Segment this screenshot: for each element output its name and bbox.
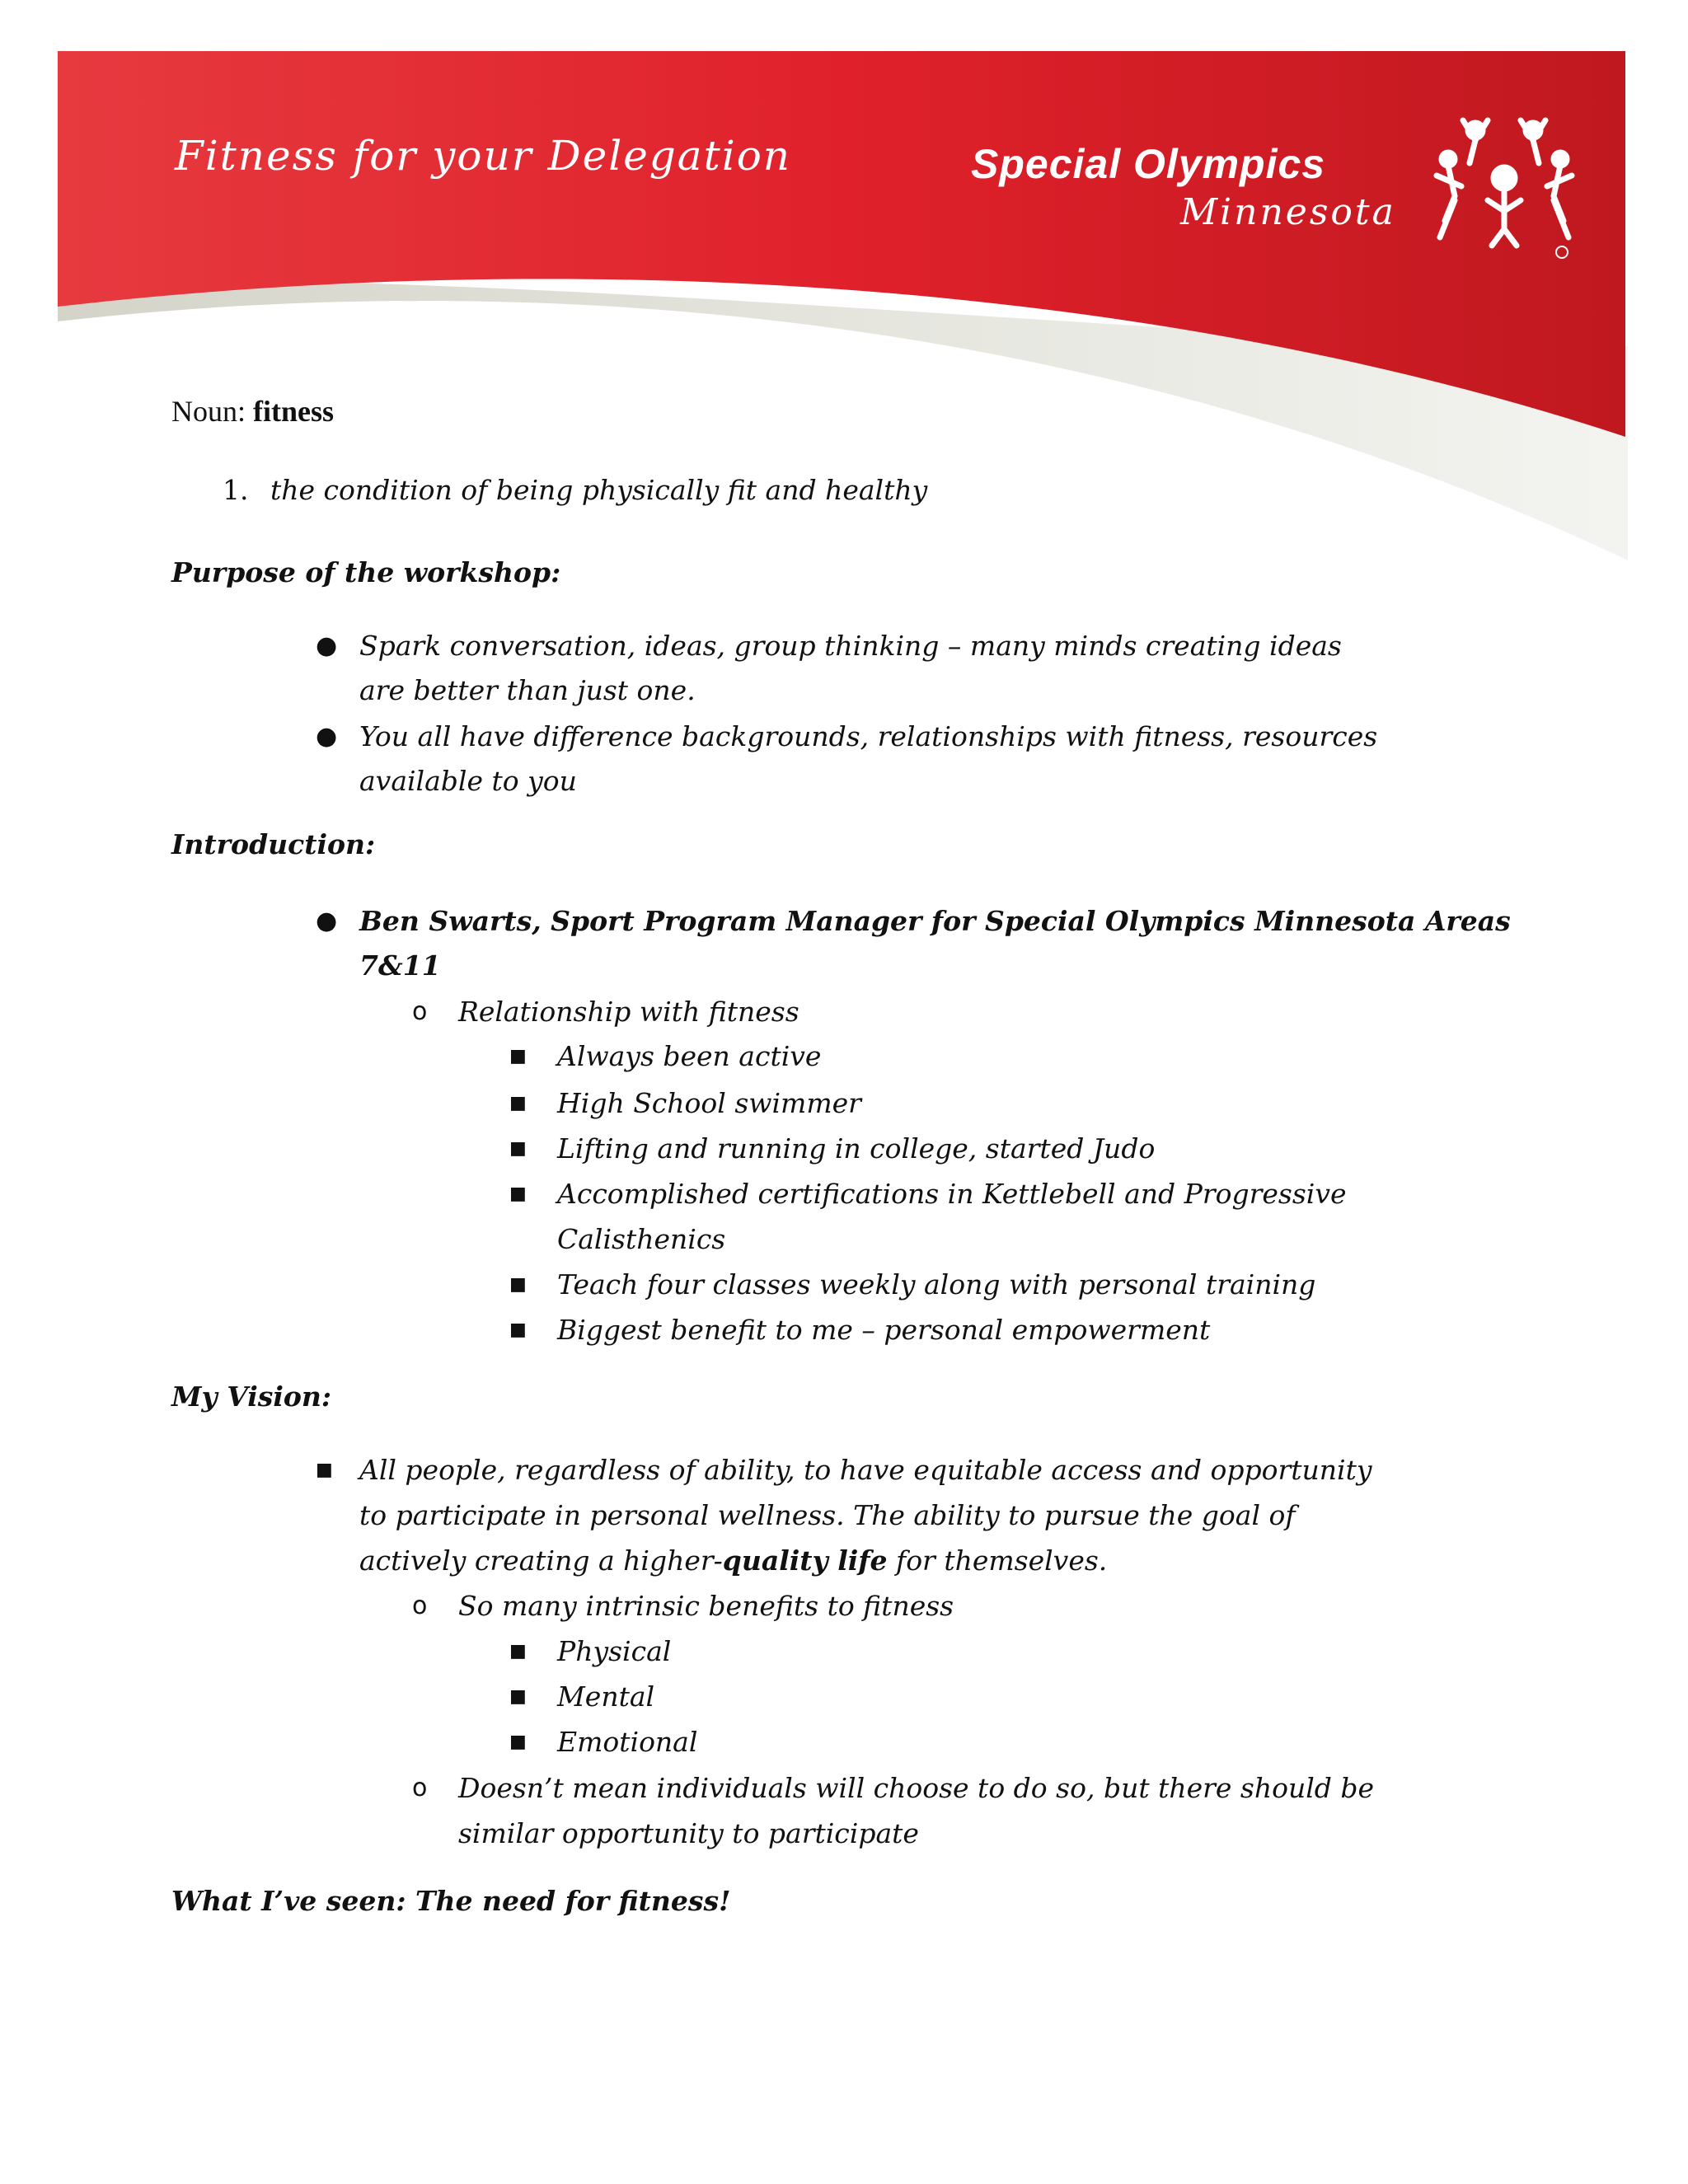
point-5: Teach four classes weekly along with personal training: [557, 1268, 1316, 1301]
purpose-item-1-cont: are better than just one.: [359, 674, 696, 706]
bullet-dot: ●: [316, 907, 338, 935]
bullet-square: ■: [316, 1460, 333, 1480]
purpose-item-2: You all have difference backgrounds, relationships with fitness, resources: [359, 720, 1378, 752]
bullet-circle: o: [412, 997, 428, 1026]
benefit-emotional: Emotional: [557, 1726, 698, 1758]
noun-line: [171, 394, 334, 429]
point-1: Always been active: [557, 1040, 822, 1072]
org-logo-wordmark: Special Olympics: [971, 141, 1326, 187]
bullet-dot: ●: [316, 722, 338, 751]
org-logo-region: Minnesota: [1180, 191, 1396, 233]
vision-heading: My Vision:: [171, 1380, 332, 1413]
header-title: Fitness for your Delegation: [175, 132, 791, 180]
purpose-item-2-cont: available to you: [359, 765, 577, 797]
bullet-circle: o: [412, 1591, 428, 1620]
purpose-heading: Purpose of the workshop:: [171, 556, 561, 588]
definition: [223, 474, 927, 506]
point-2: High School swimmer: [557, 1087, 861, 1119]
presenter-line: Ben Swarts, Sport Program Manager for Special Olympics Minnesota Areas: [359, 905, 1511, 937]
benefit-mental: Mental: [557, 1680, 655, 1713]
bullet-square: ■: [509, 1093, 527, 1113]
presenter-line-cont: 7&11: [359, 949, 441, 982]
vision-line-3-end: for themselves.: [887, 1544, 1108, 1577]
point-6: Biggest benefit to me – personal empowerment: [557, 1314, 1211, 1346]
definition-text: the condition of being physically fit and healthy: [270, 474, 928, 506]
bullet-square: ■: [509, 1319, 527, 1340]
special-olympics-emblem-icon: [1430, 114, 1578, 262]
bullet-dot: ●: [316, 631, 338, 660]
opportunity-line-2: similar opportunity to participate: [458, 1817, 919, 1849]
bullet-square: ■: [509, 1138, 527, 1159]
vision-line-3: [359, 1538, 1107, 1583]
point-4-cont: Calisthenics: [557, 1223, 726, 1255]
point-3: Lifting and running in college, started Judo: [557, 1132, 1156, 1165]
point-4: Accomplished certifications in Kettlebell and Progressive: [557, 1178, 1347, 1210]
bullet-square: ■: [509, 1274, 527, 1295]
benefits-heading: So many intrinsic benefits to fitness: [458, 1590, 954, 1622]
relationship-heading: Relationship with fitness: [458, 996, 799, 1028]
bullet-circle: o: [412, 1774, 428, 1802]
bullet-square: ■: [509, 1046, 527, 1066]
definition-number: 1.: [223, 474, 249, 506]
purpose-item-1: Spark conversation, ideas, group thinking – many minds creating ideas: [359, 630, 1342, 662]
noun-word: fitness: [253, 395, 334, 428]
bullet-square: ■: [509, 1183, 527, 1204]
opportunity-line-1: Doesn’t mean individuals will choose to do so, but there should be: [458, 1772, 1375, 1804]
vision-line-3-start: actively creating a higher-: [359, 1544, 723, 1577]
vision-line-1: All people, regardless of ability, to have equitable access and opportunity: [359, 1454, 1372, 1486]
noun-label: Noun:: [171, 395, 246, 428]
seen-heading: What I’ve seen: The need for fitness!: [171, 1885, 731, 1917]
bullet-square: ■: [509, 1641, 527, 1661]
benefit-physical: Physical: [557, 1635, 672, 1667]
quality-life-emphasis: quality life: [722, 1544, 888, 1577]
bullet-square: ■: [509, 1686, 527, 1707]
vision-line-2: to participate in personal wellness. The ability to pursue the goal of: [359, 1499, 1296, 1531]
bullet-square: ■: [509, 1732, 527, 1752]
introduction-heading: Introduction:: [171, 828, 376, 860]
